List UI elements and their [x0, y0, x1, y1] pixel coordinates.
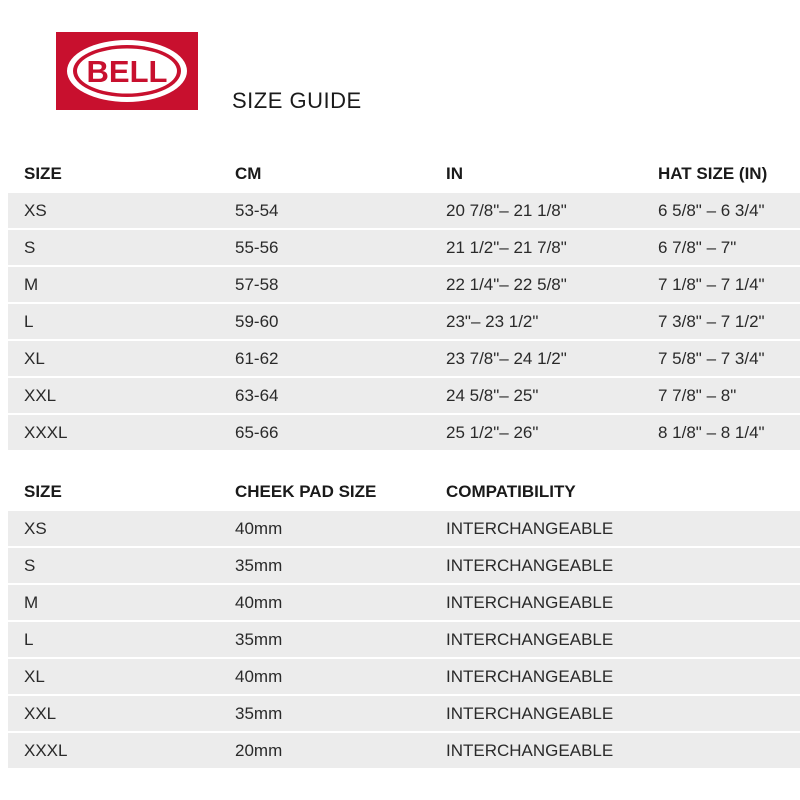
- cell-compatibility: INTERCHANGEABLE: [446, 629, 614, 649]
- table-row: [8, 696, 800, 731]
- cell-hat-size: 7 1/8" – 7 1/4": [658, 274, 765, 294]
- cell-size: XXL: [24, 703, 57, 723]
- cell-compatibility: INTERCHANGEABLE: [446, 740, 614, 760]
- header-cheek-pad-size: CHEEK PAD SIZE: [235, 482, 377, 501]
- cell-cheek-pad-size: 35mm: [235, 555, 283, 575]
- cell-in: 21 1/2"– 21 7/8": [446, 237, 567, 257]
- cell-size: L: [24, 629, 34, 649]
- cell-size: XXXL: [24, 740, 68, 760]
- table-row: [8, 511, 800, 546]
- size-table: [8, 155, 800, 452]
- table-row: [8, 230, 800, 265]
- cheek-pad-table: [8, 473, 800, 770]
- cell-in: 23"– 23 1/2": [446, 311, 539, 331]
- cell-size: XXXL: [24, 422, 68, 442]
- cell-compatibility: INTERCHANGEABLE: [446, 592, 614, 612]
- cell-cm: 57-58: [235, 274, 279, 294]
- header-cm: CM: [235, 164, 262, 183]
- cell-cm: 63-64: [235, 385, 279, 405]
- size-table-header: [8, 155, 800, 193]
- cell-size: XS: [24, 518, 47, 538]
- cell-cheek-pad-size: 35mm: [235, 629, 283, 649]
- cell-size: M: [24, 592, 39, 612]
- table-row: [8, 267, 800, 302]
- cell-compatibility: INTERCHANGEABLE: [446, 518, 614, 538]
- cell-hat-size: 6 5/8" – 6 3/4": [658, 200, 765, 220]
- cheek-pad-table-header: [8, 473, 800, 511]
- cell-hat-size: 8 1/8" – 8 1/4": [658, 422, 765, 442]
- header-hat-size: HAT SIZE (IN): [658, 164, 768, 183]
- cell-compatibility: INTERCHANGEABLE: [446, 703, 614, 723]
- logo-text: BELL: [86, 54, 168, 89]
- header-size: SIZE: [24, 482, 62, 501]
- table-row: [8, 585, 800, 620]
- cell-in: 25 1/2"– 26": [446, 422, 539, 442]
- cell-hat-size: 7 3/8" – 7 1/2": [658, 311, 765, 331]
- cell-hat-size: 6 7/8" – 7": [658, 237, 737, 257]
- bell-logo-mark: [56, 32, 198, 110]
- cell-cm: 65-66: [235, 422, 279, 442]
- cell-cm: 53-54: [235, 200, 279, 220]
- table-row: [8, 378, 800, 413]
- cell-hat-size: 7 7/8" – 8": [658, 385, 737, 405]
- cell-compatibility: INTERCHANGEABLE: [446, 666, 614, 686]
- cell-size: XL: [24, 348, 45, 368]
- cell-cheek-pad-size: 35mm: [235, 703, 283, 723]
- table-row: [8, 733, 800, 768]
- cell-cm: 61-62: [235, 348, 279, 368]
- bell-logo: [56, 32, 198, 110]
- table-row: [8, 304, 800, 339]
- cell-cheek-pad-size: 40mm: [235, 518, 283, 538]
- cell-in: 23 7/8"– 24 1/2": [446, 348, 567, 368]
- table-row: [8, 341, 800, 376]
- cell-size: XS: [24, 200, 47, 220]
- cell-cheek-pad-size: 20mm: [235, 740, 283, 760]
- cell-size: XL: [24, 666, 45, 686]
- cell-hat-size: 7 5/8" – 7 3/4": [658, 348, 765, 368]
- cell-cheek-pad-size: 40mm: [235, 666, 283, 686]
- header-size: SIZE: [24, 164, 62, 183]
- table-row: [8, 622, 800, 657]
- table-row: [8, 659, 800, 694]
- cell-in: 22 1/4"– 22 5/8": [446, 274, 567, 294]
- cell-size: M: [24, 274, 39, 294]
- cell-compatibility: INTERCHANGEABLE: [446, 555, 614, 575]
- cell-in: 20 7/8"– 21 1/8": [446, 200, 567, 220]
- header-compatibility: COMPATIBILITY: [446, 482, 576, 501]
- header-in: IN: [446, 164, 463, 183]
- cell-size: XXL: [24, 385, 57, 405]
- table-row: [8, 193, 800, 228]
- page-title: SIZE GUIDE: [232, 88, 362, 113]
- cell-size: S: [24, 237, 36, 257]
- cell-cm: 59-60: [235, 311, 279, 331]
- cell-size: S: [24, 555, 36, 575]
- cell-cheek-pad-size: 40mm: [235, 592, 283, 612]
- cell-cm: 55-56: [235, 237, 279, 257]
- cell-size: L: [24, 311, 34, 331]
- table-row: [8, 548, 800, 583]
- table-row: [8, 415, 800, 450]
- cell-in: 24 5/8"– 25": [446, 385, 539, 405]
